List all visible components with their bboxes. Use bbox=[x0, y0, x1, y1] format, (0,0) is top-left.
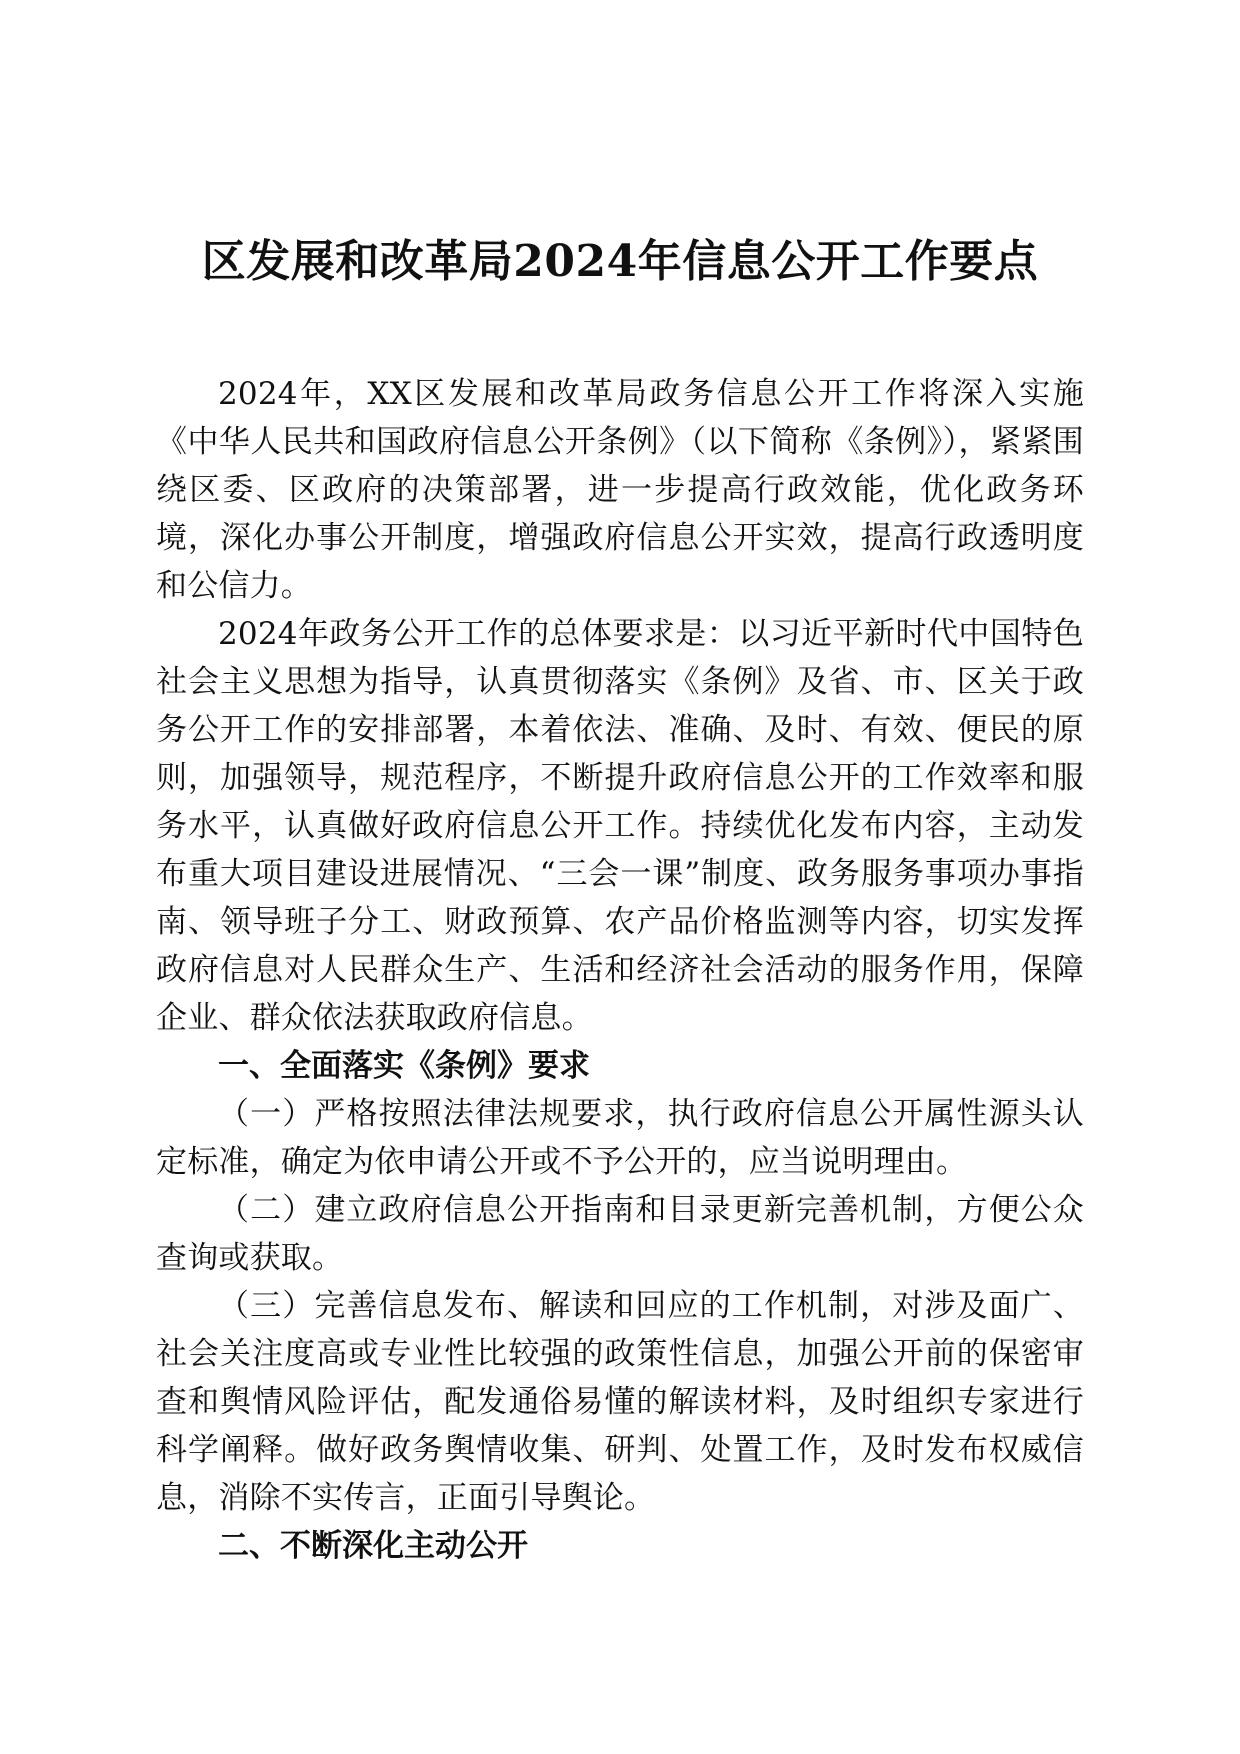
section-heading-1: 一、全面落实《条例》要求 bbox=[218, 1048, 590, 1084]
document-body bbox=[156, 370, 1084, 1570]
requirements-paragraph: 2024年政务公开工作的总体要求是：以习近平新时代中国特色社会主义思想为指导，认真贯彻落实《条例》及省、市、区关于政务公开工作的安排部署，本着依法、准确、及时、有效、便民的原则，加强领导，规范程序，不断提升政府信息公开的工作效率和服务水平，认真做好政府信息公开工作。持续优化发布内容，主动发布重大项目建设进展情况、“三会一课”制度、政务服务事项办事指南、领导班子分工、财政预算、农产品价格监测等内容，切实发挥政府信息对人民群众生产、生活和经济社会活动的服务作用，保障企业、群众依法获取政府信息。 bbox=[156, 616, 1084, 1036]
section-1-item-1: （一）严格按照法律法规要求，执行政府信息公开属性源头认定标准，确定为依申请公开或不予公开的，应当说明理由。 bbox=[156, 1096, 1084, 1180]
section-1-item-2: （二）建立政府信息公开指南和目录更新完善机制，方便公众查询或获取。 bbox=[156, 1192, 1084, 1276]
document-title: 区发展和改革局2024年信息公开工作要点 bbox=[201, 236, 1039, 287]
section-heading-2: 二、不断深化主动公开 bbox=[218, 1528, 528, 1564]
section-1-item-3: （三）完善信息发布、解读和回应的工作机制，对涉及面广、社会关注度高或专业性比较强的政策性信息，加强公开前的保密审查和舆情风险评估，配发通俗易懂的解读材料，及时组织专家进行科学阐释。做好政务舆情收集、研判、处置工作，及时发布权威信息，消除不实传言，正面引导舆论。 bbox=[156, 1288, 1084, 1516]
intro-paragraph: 2024年，XX区发展和改革局政务信息公开工作将深入实施《中华人民共和国政府信息公开条例》（以下简称《条例》），紧紧围绕区委、区政府的决策部署，进一步提高行政效能，优化政务环境，深化办事公开制度，增强政府信息公开实效，提高行政透明度和公信力。 bbox=[156, 376, 1084, 604]
